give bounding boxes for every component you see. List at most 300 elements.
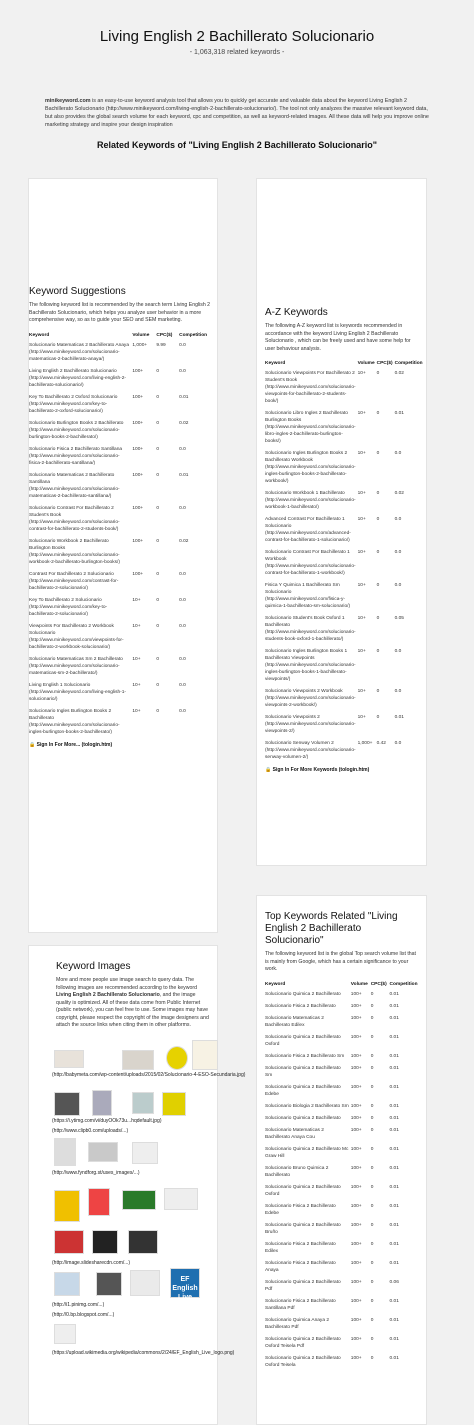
keyword-cell[interactable]: Solucionario Workbook 2 Bachillerato Burlington Books (http://www.minikeyword.com/solucionario-workbook-2-bachillerato-burlington-books/) [29,538,120,565]
table-row [29,681,217,707]
cpc-cell: 0 [156,682,160,688]
cpc-cell: 0 [156,472,160,478]
cpc-cell: 0 [370,1103,374,1109]
keyword-cell[interactable]: Solucionario Matematicas 2 Bachillerato Anaya Cou [265,1127,324,1140]
keyword-cell[interactable]: Solucionario Ingles Burlington Books 2 Bachillerato (http://www.minikeyword.com/solucionario-ingles-burlington-books-2-bachillerato/) [29,708,120,735]
col-cpc: CPC($) [156,332,173,338]
volume-cell: 10+ [357,715,366,720]
keyword-cell[interactable]: Solucionario Viewpoints 2 Workbook (http://www.minikeyword.com/solucionario-viewpoints-2-workbook/) [265,689,356,708]
keyword-cell[interactable]: Solucionario Student's Book Oxford 1 Bachillerato (http://www.minikeyword.com/solucionario-students-book-oxford-1-bachillerato/) [265,616,356,642]
keyword-image[interactable] [54,1190,80,1222]
competition-cell: 0.01 [389,1298,399,1304]
keyword-cell[interactable]: Solucionario Quimica 2 Bachillerato Sm [265,1065,341,1078]
volume-cell: 100+ [350,1184,362,1190]
table-row [265,713,425,739]
competition-cell: 0.01 [389,1260,399,1266]
volume-cell: 100+ [132,472,144,478]
cpc-cell: 0 [370,1317,374,1323]
cpc-cell: 0 [376,649,380,654]
keyword-cell[interactable]: Solucionario Viewpoints 2 (http://www.minikeyword.com/solucionario-viewpoints-2/) [265,715,356,734]
keyword-cell[interactable]: Solucionario Quimica 2 Bachillerato Edebe [265,1084,341,1097]
competition-cell: 0.01 [389,1241,399,1247]
table-row [29,367,217,393]
competition-cell: 0.0 [179,446,186,452]
keyword-cell[interactable]: Solucionario Ingles Burlington Books 1 Bachillerato Viewpoints (http://www.minikeyword.com/solucionario-ingles-burlington-books-1-bachillerato-viewpoints/) [265,649,356,682]
volume-cell: 100+ [132,368,144,374]
cpc-cell: 0 [156,538,160,544]
table-row [29,570,217,596]
table-row [265,1083,421,1102]
keyword-cell[interactable]: Solucionario Fisica 2 Bachillerato Edebe [265,1203,336,1216]
col-cpc: CPC($) [376,361,393,366]
table-row [29,504,217,537]
competition-cell: 0.01 [389,1127,399,1133]
keyword-image[interactable] [166,1046,188,1070]
cpc-cell: 0 [156,505,160,511]
sign-in-more-link[interactable]: 🔒 Sign In For More... (tologin.htm) [29,741,113,748]
cpc-cell: 0 [370,1146,374,1152]
keyword-cell[interactable]: Solucionario Libro Ingles 2 Bachillerato Burlington Books (http://www.minikeyword.com/solucionario-libro-ingles-2-bachillerato-burlington-books/) [265,411,356,444]
keyword-cell[interactable]: Solucionario Quimica 2 Bachillerato Bruño [265,1222,341,1235]
competition-cell: 0.0 [179,708,186,714]
keyword-cell[interactable]: Solucionario Bruno Quimica 2 Bachillerato [265,1165,329,1178]
competition-cell: 0.0 [394,517,402,522]
keyword-cell[interactable]: Solucionario Fisica 2 Bachillerato Santillana Pdf [265,1298,336,1311]
table-row [265,1240,421,1259]
keyword-cell[interactable]: Solucionario Quimica 2 Bachillerato [265,1115,341,1121]
competition-cell: 0.01 [389,1053,399,1059]
page-header [0,0,474,56]
sign-in-label[interactable]: Sign In For More Keywords (tologin.htm) [272,767,370,773]
cpc-cell: 0 [376,517,380,522]
keyword-cell[interactable]: Solucionario Quimica 2 Bachillerato Oxford Teisela Pdf [265,1336,341,1349]
keyword-image[interactable] [88,1142,118,1162]
volume-cell: 100+ [350,1222,362,1228]
keyword-cell[interactable]: Viewpoints For Bachillerato 2 Workbook Solucionario (http://www.minikeyword.com/viewpoints-for-bachillerato-2-workbook-solucionario/) [29,623,124,650]
table-row [265,1316,421,1335]
cpc-cell: 0 [376,715,380,720]
competition-cell: 0.01 [389,1222,399,1228]
keyword-image[interactable] [128,1230,158,1254]
competition-cell: 0.02 [394,371,404,376]
table-row [265,1064,421,1083]
volume-cell: 100+ [350,1146,362,1152]
keyword-cell[interactable]: Living English 2 Bachillerato Solucionario (http://www.minikeyword.com/living-english-2-bachillerato-solucionario/) [29,368,127,388]
keyword-cell[interactable]: Key To Bachillerato 2 Oxford Solucionario (http://www.minikeyword.com/key-to-bachillerato-2-oxford-solucionario/) [29,394,118,414]
competition-cell: 0.0 [179,623,186,629]
col-cpc: CPC($) [370,981,387,987]
competition-cell: 0.01 [179,472,189,478]
keyword-image[interactable] [54,1324,76,1344]
keyword-image[interactable] [132,1142,158,1164]
keyword-cell[interactable]: Solucionario Contrast For Bachillerato 1 Workbook (http://www.minikeyword.com/solucionario-contrast-for-bachillerato-1-workbook/) [265,550,356,576]
sign-in-keywords-link[interactable]: 🔒 Sign In For More Keywords (tologin.htm) [265,767,370,773]
keyword-cell[interactable]: Solucionario Matematicas Sm 2 Bachillerato (http://www.minikeyword.com/solucionario-matematicas-sm-2-bachillerato/) [29,656,123,676]
table-row [265,1033,421,1052]
az-keywords-title: A-Z Keywords [265,307,328,318]
keyword-cell[interactable]: Solucionario Fisica 2 Bachillerato Santillana (http://www.minikeyword.com/solucionario-fisica-2-bachillerato-santillana/) [29,446,123,466]
table-row [265,409,425,449]
table-row [265,1164,421,1183]
volume-cell: 10+ [357,491,366,496]
table-row [265,449,425,489]
keyword-cell[interactable]: Contrast For Bachillerato 2 Solucionario (http://www.minikeyword.com/contrast-for-bachillerato-2-solucionario/) [29,571,119,591]
cpc-cell: 0 [376,616,380,621]
volume-cell: 100+ [350,1241,362,1247]
volume-cell: 10+ [357,411,366,416]
table-row [265,548,425,581]
table-row [29,445,217,471]
volume-cell: 10+ [357,689,366,694]
image-url[interactable]: (http://i1.pinimg.com/...) [52,1302,105,1308]
intro-text [45,97,435,129]
sign-in-label[interactable]: Sign In For More... (tologin.htm) [36,741,113,748]
keyword-cell[interactable]: Solucionario Quimica 2 Bachillerato Oxford [265,1184,341,1197]
competition-cell: 0.01 [389,1355,399,1361]
keyword-cell[interactable]: Living English 1 Solucionario (http://www.minikeyword.com/living-english-1-solucionario/) [29,682,127,702]
keyword-image[interactable] [122,1050,154,1070]
keyword-image[interactable] [162,1092,186,1116]
keyword-image[interactable] [130,1270,160,1296]
competition-cell: 0.0 [179,505,186,511]
table-row [29,655,217,681]
image-url[interactable]: (http://www.fyndforg.st/uses_images/...) [52,1170,140,1176]
top-keywords-card [256,895,427,1425]
table-row [29,622,217,655]
volume-cell: 100+ [350,1279,362,1285]
keyword-image[interactable] [122,1190,156,1210]
table-row [265,1002,421,1014]
competition-cell: 0.0 [394,451,402,456]
competition-cell: 0.01 [179,394,189,400]
table-row [265,581,425,614]
table-row [265,1297,421,1316]
cpc-cell: 0 [156,368,160,374]
image-url[interactable]: (https://i.ytimg.com/vi/duyOOk73u...hqdefault.jpg) [52,1118,162,1124]
keyword-suggestions-table [29,331,217,740]
keyword-image[interactable] [54,1092,80,1116]
competition-cell: 0.01 [389,1184,399,1190]
volume-cell: 10+ [357,649,366,654]
keyword-image[interactable] [164,1188,198,1210]
keyword-cell[interactable]: Solucionario Ingles Burlington Books 2 Bachillerato Workbook (http://www.minikeyword.com/solucionario-ingles-burlington-books-2-bachillerato-workbook/) [265,451,356,484]
keyword-cell[interactable]: Solucionario Quimica 2 Bachillerato Oxford [265,1034,341,1047]
keyword-images-card [28,945,246,1425]
cpc-cell: 0 [370,1015,374,1021]
keyword-cell[interactable]: Solucionario Workbook 1 Bachillerato (http://www.minikeyword.com/solucionario-workbook-1-bachillerato/) [265,491,356,510]
volume-cell: 10+ [357,517,366,522]
keyword-image[interactable] [88,1188,110,1216]
cpc-cell: 0 [156,708,160,714]
cpc-cell: 0 [370,1053,374,1059]
competition-cell: 0.0 [394,550,402,555]
cpc-cell: 0 [370,1241,374,1247]
competition-cell: 0.01 [394,715,404,720]
keyword-image[interactable] [54,1138,76,1166]
cpc-cell: 0 [156,597,160,603]
competition-cell: 0.02 [179,420,189,426]
cpc-cell: 0 [376,550,380,555]
volume-cell: 10+ [357,451,366,456]
competition-cell: 0.0 [394,741,402,746]
competition-cell: 0.05 [394,616,404,621]
keyword-suggestions-card [28,178,218,933]
table-row [265,489,425,515]
keyword-image[interactable] [92,1230,118,1254]
cpc-cell: 0 [376,583,380,588]
col-keyword: Keyword [265,981,286,987]
keyword-cell[interactable]: Solucionario Matematicas 2 Bachillerato Anaya (http://www.minikeyword.com/solucionario-matematicas-2-bachillerato-anaya/) [29,342,129,362]
keyword-image[interactable] [192,1040,218,1070]
volume-cell: 100+ [350,1317,362,1323]
volume-cell: 100+ [132,505,144,511]
keyword-image[interactable] [96,1272,122,1296]
col-volume: Volume [357,361,375,366]
competition-cell: 0.01 [389,1203,399,1209]
competition-cell: 0.01 [389,1146,399,1152]
ef-english-live-logo[interactable]: EF English Live [170,1268,200,1298]
table-row [265,1102,421,1114]
competition-cell: 0.02 [394,491,404,496]
col-keyword: Keyword [265,361,286,366]
keyword-cell[interactable]: Solucionario Fisica 2 Bachillerato Anaya [265,1260,336,1273]
cpc-cell: 0 [370,1279,374,1285]
table-row [265,1183,421,1202]
keyword-image-grid [52,1050,246,1425]
az-keywords-table [265,359,425,765]
cpc-cell: 0 [156,446,160,452]
volume-cell: 100+ [350,1065,362,1071]
cpc-cell: 0 [376,689,380,694]
volume-cell: 100+ [350,1298,362,1304]
competition-cell: 0.01 [389,1317,399,1323]
table-row [265,1052,421,1064]
keyword-cell[interactable]: Key To Bachillerato 2 Solucionario (http://www.minikeyword.com/key-to-bachillerato-2-solucionario/) [29,597,108,617]
cpc-cell: 0 [156,571,160,577]
table-row [265,990,421,1002]
cpc-cell: 9.99 [156,342,166,348]
cpc-cell: 0 [370,1184,374,1190]
competition-cell: 0.0 [179,368,186,374]
keyword-cell[interactable]: Advanced Contrast For Bachillerato 1 Solucionario (http://www.minikeyword.com/advanced-contrast-for-bachillerato-1-solucionario/) [265,517,351,543]
volume-cell: 100+ [350,1165,362,1171]
volume-cell: 10+ [132,708,141,714]
cpc-cell: 0 [376,411,380,416]
image-url[interactable]: (http://image.slidesharecdn.com/...) [52,1260,131,1266]
table-row [265,1335,421,1354]
top-keywords-table [265,980,421,1373]
competition-cell: 0.01 [389,1336,399,1342]
table-row [29,537,217,570]
table-row [265,1202,421,1221]
volume-cell: 10+ [132,682,141,688]
top-keywords-desc: The following keyword list is the global Top search volume list that is mainly from Google, which has a certain significance to your work. [265,951,416,972]
volume-cell: 10+ [132,623,141,629]
keyword-cell[interactable]: Solucionario Fisica 2 Bachillerato Sm [265,1053,345,1059]
table-row [265,1221,421,1240]
volume-cell: 100+ [350,1115,362,1121]
keyword-cell[interactable]: Solucionario Burlington Books 2 Bachillerato (http://www.minikeyword.com/solucionario-burlington-books-2-bachillerato/) [29,420,124,440]
competition-cell: 0.0 [179,571,186,577]
competition-cell: 0.06 [389,1279,399,1285]
volume-cell: 100+ [350,1034,362,1040]
cpc-cell: 0 [156,394,160,400]
cpc-cell: 0 [156,656,160,662]
cpc-cell: 0 [370,1203,374,1209]
volume-cell: 1,000+ [357,741,373,746]
volume-cell: 100+ [350,1053,362,1059]
competition-cell: 0.01 [389,1084,399,1090]
table-row [265,1114,421,1126]
page-title: Living English 2 Bachillerato Solucionario [99,28,375,45]
cpc-cell: 0 [370,1084,374,1090]
keyword-cell[interactable]: Solucionario Viewpoints For Bachillerato 2 Student's Book (http://www.minikeyword.com/solucionario-viewpoints-for-bachillerato-2-students-book/) [265,371,356,404]
keyword-cell[interactable]: Solucionario Quimica Anaya 2 Bachillerato Pdf [265,1317,329,1330]
cpc-cell: 0 [370,1115,374,1121]
cpc-cell: 0 [370,1222,374,1228]
table-row [265,647,425,687]
cpc-cell: 0 [370,1260,374,1266]
cpc-cell: 0 [376,451,380,456]
competition-cell: 0.0 [179,342,186,348]
keyword-cell[interactable]: Solucionario Fisica 2 Bachillerato [265,1003,336,1009]
keyword-cell[interactable]: Fisica Y Quimica 1 Bachillerato Sm Solucionario (http://www.minikeyword.com/fisica-y-quimica-1-bachillerato-sm-solucionario/) [265,583,351,609]
keyword-cell[interactable]: Solucionario Contrast For Bachillerato 2 Student's Book (http://www.minikeyword.com/solucionario-contrast-for-bachillerato-2-students-book/) [29,505,120,532]
table-row [265,1014,421,1033]
volume-cell: 10+ [357,583,366,588]
image-url[interactable]: (http://babymeta.com/wp-content/uploads/2015/02/Solucionario-4-ESO-Secundaria.jpg) [52,1072,246,1078]
table-row [265,1145,421,1164]
competition-cell: 0.0 [394,689,402,694]
table-row [29,707,217,740]
volume-cell: 10+ [132,597,141,603]
competition-cell: 0.01 [389,1034,399,1040]
volume-cell: 100+ [350,1336,362,1342]
volume-cell: 1,000+ [132,342,148,348]
volume-cell: 10+ [357,371,366,376]
volume-cell: 100+ [350,1127,362,1133]
col-competition: Competition [394,361,423,366]
competition-cell: 0.01 [389,991,399,997]
cpc-cell: 0 [376,371,380,376]
cpc-cell: 0 [370,1127,374,1133]
competition-cell: 0.0 [179,597,186,603]
competition-cell: 0.0 [394,583,402,588]
competition-cell: 0.01 [389,1015,399,1021]
cpc-cell: 0 [370,1355,374,1361]
cpc-cell: 0 [156,420,160,426]
keyword-image[interactable] [54,1272,80,1296]
keyword-cell[interactable]: Solucionario Biologia 2 Bachillerato Sm [265,1103,349,1109]
table-row [265,687,425,713]
competition-cell: 0.01 [389,1003,399,1009]
cpc-cell: 0 [370,1165,374,1171]
az-keywords-desc: The following A-Z keyword list is keywords recommended in accordance with the keyword Living English 2 Bachillerato Solucionario , which can be freely used and have some help for user behaviour analysis. [265,323,411,352]
volume-cell: 100+ [350,1015,362,1021]
keyword-cell[interactable]: Solucionario Quimica 2 Bachillerato Oxford Teisela [265,1355,341,1368]
table-row [29,419,217,445]
image-url[interactable]: (http://www.clipb0.com/uploads/...) [52,1128,129,1134]
top-keywords-title: Top Keywords Related "Living English 2 Bachillerato Solucionario" [265,911,398,946]
keyword-cell[interactable]: Solucionario Matematicas 2 Bachillerato Santillana (http://www.minikeyword.com/solucionario-matematicas-2-bachillerato-santillana/) [29,472,120,499]
keyword-image[interactable] [54,1230,84,1254]
competition-cell: 0.01 [389,1103,399,1109]
cpc-cell: 0 [370,1034,374,1040]
competition-cell: 0.0 [394,649,402,654]
competition-cell: 0.01 [389,1165,399,1171]
volume-cell: 100+ [132,394,144,400]
table-row [29,393,217,419]
table-row [29,341,217,367]
competition-cell: 0.0 [179,682,186,688]
volume-cell: 10+ [357,616,366,621]
col-keyword: Keyword [29,332,50,338]
volume-cell: 100+ [132,420,144,426]
page-subtitle: - 1,063,318 related keywords - [189,49,285,56]
keyword-cell[interactable]: Solucionario Fisica 2 Bachillerato Edilex [265,1241,336,1254]
col-volume: Volume [350,981,368,987]
cpc-cell: 0 [156,623,160,629]
keyword-cell[interactable]: Solucionario Matematicas 2 Bachillerato Edilex [265,1015,324,1028]
volume-cell: 100+ [132,446,144,452]
table-row [265,515,425,548]
volume-cell: 100+ [132,571,144,577]
cpc-cell: 0 [370,1336,374,1342]
col-volume: Volume [132,332,150,338]
volume-cell: 100+ [350,1003,362,1009]
table-row [265,1354,421,1373]
keyword-image[interactable] [132,1092,154,1114]
competition-cell: 0.01 [389,1065,399,1071]
volume-cell: 100+ [350,1084,362,1090]
cpc-cell: 0 [370,1003,374,1009]
keyword-image[interactable] [92,1090,112,1116]
table-row [265,1126,421,1145]
cpc-cell: 0 [370,1298,374,1304]
keyword-cell[interactable]: Solucionario Quimica 2 Bachillerato Mc Graw Hill [265,1146,349,1159]
cpc-cell: 0 [376,491,380,496]
competition-cell: 0.01 [389,1115,399,1121]
table-row [29,596,217,622]
volume-cell: 100+ [350,1103,362,1109]
image-url[interactable]: (https://upload.wikimedia.org/wikipedia/commons/2/24/EF_English_Live_logo.png) [52,1350,235,1356]
keyword-cell[interactable]: Solucionario Quimica 2 Bachillerato Pdf [265,1279,341,1292]
volume-cell: 100+ [350,991,362,997]
related-keywords-title: Related Keywords of "Living English 2 Bachillerato Solucionario" [96,140,378,150]
image-url[interactable]: (http://0.bp.blogspot.com/...) [52,1312,115,1318]
keyword-image[interactable] [54,1050,84,1068]
keyword-cell[interactable]: Solucionario Quimica 2 Bachillerato [265,991,341,997]
keyword-suggestions-desc: The following keyword list is recommended by the search term Living English 2 Bachillerato Solucionario, which helps you analyze user behavior in a more comprehensive way, so as to guide your SEO and SEM marketing. [29,302,211,323]
volume-cell: 100+ [350,1203,362,1209]
table-row [265,369,425,409]
col-competition: Competition [389,981,418,987]
competition-cell: 0.02 [179,538,189,544]
competition-cell: 0.01 [394,411,404,416]
volume-cell: 100+ [350,1260,362,1266]
keyword-cell[interactable]: Solucionario Senway Volumen 2 (http://www.minikeyword.com/solucionario-senway-volumen-2/) [265,741,356,760]
cpc-cell: 0 [370,991,374,997]
intro-site[interactable]: minikeyword.com [45,98,91,104]
volume-cell: 10+ [357,550,366,555]
table-row [29,471,217,504]
col-competition: Competition [179,332,208,338]
keyword-suggestions-title: Keyword Suggestions [29,286,126,297]
table-row [265,739,425,765]
cpc-cell: 0.42 [376,741,386,746]
keyword-images-desc: More and more people use image search to query data. The following images are recommended according to the keyword Living English 2 Bachillerato Solucionario, and the image quality is optimized. All of these data come from Public Internet (public network), you can feel free to use. Some images may have copyright, please respect the copyright of the image designers and attach the source links when citing them in other platforms. [56,977,209,1028]
volume-cell: 100+ [350,1355,362,1361]
